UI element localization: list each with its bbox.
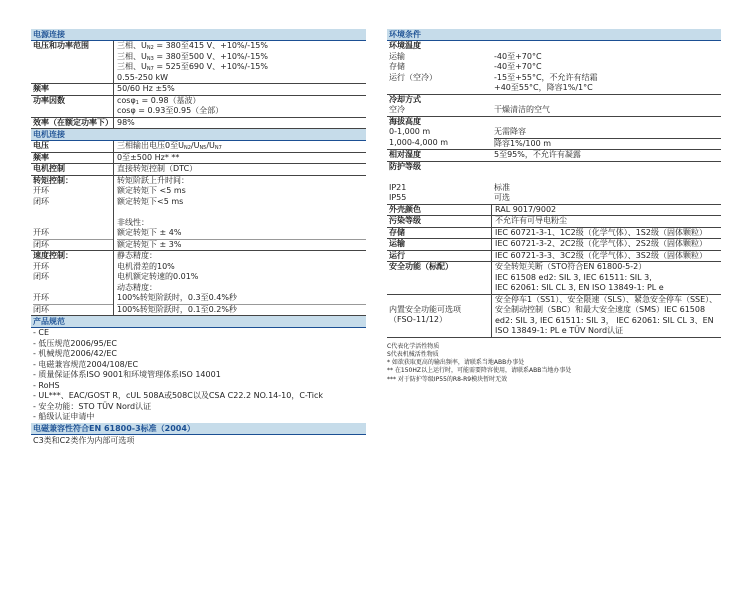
voltage-line-1: 三相、$U_{N2} = 380$至415 V、+10%/-15%	[117, 41, 268, 51]
label-ip-rating: 防护等级 IP21 IP55	[389, 161, 421, 202]
row-motor-control	[31, 164, 366, 176]
row-voltage-power-range	[31, 41, 366, 84]
row-power-factor	[31, 96, 366, 118]
footnotes	[387, 343, 721, 384]
power-range: 0.55-250 kW	[117, 72, 169, 82]
value-safety-options: 安全停车1（SS1）、安全限速（SLS）、紧急安全停车（SSE）、安全制动控制（SBC）和最大安全速度（SMS）IEC 61508 ed2: SIL 3, IEC 61511: SIL 3， IEC 62061: SIL CL 3、EN ISO 13849-1: PL e TÜV Nord认证	[491, 295, 721, 337]
section-power-connection: 电源连接	[31, 29, 366, 41]
value-altitude: 无需降容 降容1%/100 m	[491, 117, 721, 150]
label-motor-frequency: 频率	[33, 152, 49, 162]
value-ambient-temperature: -40至+70°C -40至+70°C -15至+55°C，不允许有结霜 +40至55°C，降容1%/1°C	[494, 51, 598, 92]
section-product-specs: 产品规范	[31, 316, 366, 328]
row-ip-rating	[387, 162, 721, 205]
row-pollution	[387, 216, 721, 228]
value-frequency: 50/60 Hz ±5%	[113, 84, 366, 95]
value-cooling: 干燥清洁的空气	[494, 105, 550, 114]
emc-text: C3类和C2类作为内部可选项	[33, 435, 135, 445]
footnote: C代表化学活性物质	[387, 342, 440, 350]
product-spec-item: - 电磁兼容规范2004/108/EC	[33, 359, 139, 369]
label-storage: 存储	[389, 227, 405, 237]
product-spec-item: - 机械规范2006/42/EC	[33, 349, 117, 358]
row-cooling	[387, 95, 721, 117]
voltage-line-2: 三相、$U_{N3} = 380$至500 V、+10%/-15%	[117, 51, 268, 62]
label-ambient-temperature: 环境温度 运输 存储 运行（空冷）	[389, 41, 437, 82]
product-spec-item: - 质量保证体系ISO 9001和环境管理体系ISO 14001	[33, 370, 221, 379]
label-motor-control: 电机控制	[33, 164, 65, 173]
footnote: * 如欲获取更高的输出频率，请联系当地ABB办事处	[387, 359, 525, 367]
row-operation	[387, 251, 721, 263]
row-safety-standard	[387, 262, 721, 295]
section-environment: 环境条件	[387, 29, 721, 41]
label-enclosure-color: 外壳颜色	[389, 204, 421, 214]
product-spec-item: - 安全功能：STO TÜV Nord认证	[33, 401, 152, 411]
label-safety-options: 内置安全功能可选项 （FSO-11/12）	[389, 304, 461, 324]
label-safety-standard: 安全功能（标配）	[389, 262, 453, 271]
section-motor-connection: 电机连接	[31, 129, 366, 141]
value-operation: IEC 60721-3-3、3C2级（化学气体）、3S2级（固体颗粒）	[491, 251, 721, 262]
row-motor-voltage	[31, 141, 366, 153]
product-spec-item: - 低压规范2006/95/EC	[33, 338, 117, 348]
value-humidity: 5至95%，不允许有凝露	[494, 150, 581, 159]
row-enclosure-color	[387, 205, 721, 217]
value-motor-control: 直接转矩控制（DTC）	[113, 164, 366, 175]
row-safety-options	[387, 295, 721, 338]
left-column	[31, 29, 366, 446]
label-humidity: 相对湿度	[389, 150, 421, 159]
value-enclosure-color: RAL 9017/9002	[491, 205, 721, 216]
row-storage	[387, 228, 721, 240]
right-column	[387, 29, 721, 384]
label-transport: 运输	[389, 239, 405, 248]
product-spec-item: - UL***、EAC/GOST R，cUL 508A或508C以及CSA C22.2 NO.14-10，C-Tick	[33, 391, 323, 400]
label-voltage-power-range: 电压和功率范围	[33, 41, 89, 50]
product-spec-item: - 船级认证申请中	[33, 412, 95, 421]
value-ip-rating: 标准 可选	[494, 182, 510, 202]
row-altitude	[387, 117, 721, 151]
value-power-factor: cosφ$_1$ = 0.98（基波） cosφ = 0.93至0.95（全部）	[113, 96, 366, 117]
footnote: S代表机械活性物质	[387, 350, 439, 358]
value-transport: IEC 60721-3-2、2C2级（化学气体）、2S2级（固体颗粒）	[491, 239, 721, 250]
value-safety-standard: 安全转矩关断（STO符合EN 61800-5-2） IEC 61508 ed2: SIL 3, IEC 61511: SIL 3, IEC 62061: SIL CL 3, EN ISO 13849-1: PL e	[491, 262, 721, 294]
label-cooling: 冷却方式 空冷	[389, 94, 421, 114]
value-torque-control: 转矩阶跃上升时间： 额定转矩下 <5 ms 额定转矩下<5 ms 非线性： 额定转矩下 ± 4% 额定转矩下 ± 3%	[113, 176, 366, 251]
section-emc: 电磁兼容性符合EN 61800-3标准（2004）	[31, 423, 366, 435]
product-spec-item: - RoHS	[33, 380, 60, 390]
value-efficiency: 98%	[113, 118, 366, 129]
value-voltage-power-range	[113, 41, 366, 83]
label-efficiency: 效率（在额定功率下）	[33, 117, 113, 127]
label-torque-control: 转矩控制： 开环 闭环 开环 闭环	[31, 176, 113, 251]
row-motor-frequency	[31, 153, 366, 165]
footnote: *** 对于防护等级IP55的R8-R9模块暂时无效	[387, 375, 508, 383]
voltage-line-3: 三相、$U_{N7} = 525$至690 V、+10%/-15%	[117, 62, 268, 72]
label-pollution: 污染等级	[389, 216, 421, 225]
value-motor-frequency: 0至±500 Hz* **	[113, 153, 366, 164]
value-motor-voltage: 三相输出电压0至$U_{N2}/U_{N5}/U_{N7}$	[113, 141, 366, 152]
row-torque-control	[31, 176, 366, 252]
value-storage: IEC 60721-3-1、1C2级（化学气体）、1S2级（固体颗粒）	[491, 228, 721, 239]
value-speed-control: 静态精度： 电机滑差的10% 电机额定转速的0.01% 动态精度： 100%转矩阶跃时，0.3至0.4%秒 100%转矩阶跃时，0.1至0.2%秒	[113, 251, 366, 315]
row-humidity	[387, 150, 721, 162]
product-specs-list	[31, 328, 366, 423]
product-spec-item: - CE	[33, 328, 50, 337]
row-speed-control	[31, 251, 366, 316]
label-motor-voltage: 电压	[33, 141, 49, 150]
row-ambient-temperature	[387, 41, 721, 95]
row-transport	[387, 239, 721, 251]
label-power-factor: 功率因数	[33, 95, 65, 105]
value-pollution: 不允许有可导电粉尘	[491, 216, 721, 227]
row-efficiency	[31, 118, 366, 130]
label-operation: 运行	[389, 250, 405, 260]
footnote: ** 在150HZ以上运行时，可能需要降容使用，请联系ABB当地办事处	[387, 367, 572, 375]
label-altitude: 海拔高度 0-1,000 m 1,000-4,000 m	[389, 116, 449, 147]
label-speed-control: 速度控制： 开环 闭环 开环 闭环	[31, 251, 113, 315]
label-frequency: 频率	[33, 84, 49, 93]
row-frequency	[31, 84, 366, 96]
